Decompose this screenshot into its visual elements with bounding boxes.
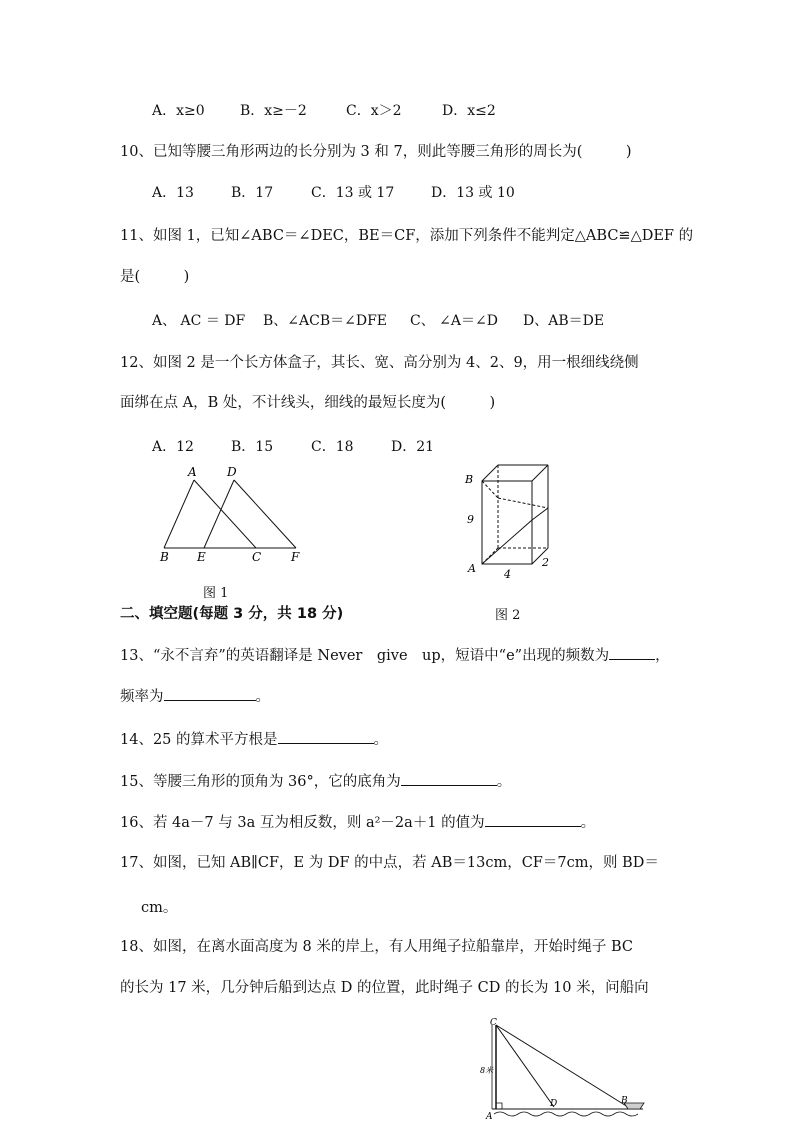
q13-frequency-blank[interactable] xyxy=(609,645,655,660)
q12-option-b: B．15 xyxy=(231,439,274,455)
figure-3-rope-boat xyxy=(478,1015,658,1121)
q13-line1: 13、“永不言弃”的英语翻译是 Never give up，短语中“e”出现的频数为 ， xyxy=(120,645,670,666)
fig2-label-b: B xyxy=(465,473,474,486)
fig1-label-a: A xyxy=(188,465,197,479)
figure-2-caption: 图 2 xyxy=(495,608,521,623)
q11-option-d: D、AB＝DE xyxy=(523,313,605,329)
q9-option-c: C．x＞2 xyxy=(346,103,402,119)
q14-blank[interactable] xyxy=(278,729,374,744)
q13-line2: 频率为 。 xyxy=(120,686,270,707)
q11-option-c: C、 ∠A＝∠D xyxy=(410,313,498,329)
q14-line: 14、25 的算术平方根是 。 xyxy=(120,729,388,750)
q18-line2: 的长为 17 米，几分钟后船到达点 D 的位置，此时绳子 CD 的长为 10 米，问船向 xyxy=(120,980,649,996)
q18-line1: 18、如图，在离水面高度为 8 米的岸上，有人用绳子拉船靠岸，开始时绳子 BC xyxy=(120,939,634,955)
q10-text: 10、已知等腰三角形两边的长分别为 3 和 7，则此等腰三角形的周长为( ) xyxy=(120,144,632,160)
q12-option-d: D．21 xyxy=(391,439,435,455)
fig2-label-length: 4 xyxy=(504,568,511,581)
fig1-label-c: C xyxy=(252,550,262,564)
fig3-label-d: D xyxy=(550,1099,558,1109)
fig2-label-width: 2 xyxy=(542,556,549,569)
q12-option-a: A．12 xyxy=(152,439,194,455)
fig1-label-d: D xyxy=(227,465,237,479)
fig2-label-height: 9 xyxy=(467,513,474,526)
q10-option-d: D．13 或 10 xyxy=(431,185,515,201)
fig2-label-a: A xyxy=(468,562,476,575)
q11-option-b: B、∠ACB＝∠DFE xyxy=(263,313,388,329)
q10-option-c: C．13 或 17 xyxy=(311,185,395,201)
q9-option-b: B．x≥－2 xyxy=(240,103,307,119)
q12-line1: 12、如图 2 是一个长方体盒子，其长、宽、高分别为 4、2、9，用一根细线绕侧 xyxy=(120,355,639,371)
q11-line1: 11、如图 1，已知∠ABC＝∠DEC，BE＝CF，添加下列条件不能判定△ABC≌△DEF 的 xyxy=(120,228,694,244)
q9-option-d: D．x≤2 xyxy=(442,103,496,119)
q17-line2: cm。 xyxy=(141,900,178,916)
figure-1-triangles xyxy=(150,462,320,572)
q12-line2: 面绑在点 A，B 处，不计线头，细线的最短长度为( ) xyxy=(120,395,496,411)
q17-line1: 17、如图，已知 AB∥CF，E 为 DF 的中点，若 AB＝13cm，CF＝7cm，则 BD＝ xyxy=(120,855,659,871)
fig3-label-a: A xyxy=(486,1112,493,1122)
q10-option-a: A．13 xyxy=(152,185,194,201)
q16-blank[interactable] xyxy=(485,812,581,827)
fig1-label-b: B xyxy=(160,550,169,564)
q10-option-b: B．17 xyxy=(231,185,274,201)
fig3-label-b: B xyxy=(621,1096,628,1106)
section-2-title: 二、填空题(每题 3 分，共 18 分) xyxy=(120,606,344,622)
fig1-label-f: F xyxy=(291,550,300,564)
q13-rate-blank[interactable] xyxy=(164,686,256,701)
q11-option-a: A、 AC ＝ DF xyxy=(152,313,246,329)
q15-blank[interactable] xyxy=(401,771,497,786)
figure-2-box xyxy=(460,458,560,588)
figure-1-caption: 图 1 xyxy=(203,586,229,601)
q16-line: 16、若 4a－7 与 3a 互为相反数，则 a²－2a＋1 的值为 。 xyxy=(120,812,595,833)
fig3-label-height: 8米 xyxy=(480,1066,494,1075)
q9-option-a: A．x≥0 xyxy=(152,103,205,119)
q15-line: 15、等腰三角形的顶角为 36°，它的底角为 。 xyxy=(120,771,511,792)
fig1-label-e: E xyxy=(197,550,206,564)
fig3-label-c: C xyxy=(490,1018,497,1028)
q11-line2: 是( ) xyxy=(120,269,190,285)
q12-option-c: C．18 xyxy=(311,439,354,455)
